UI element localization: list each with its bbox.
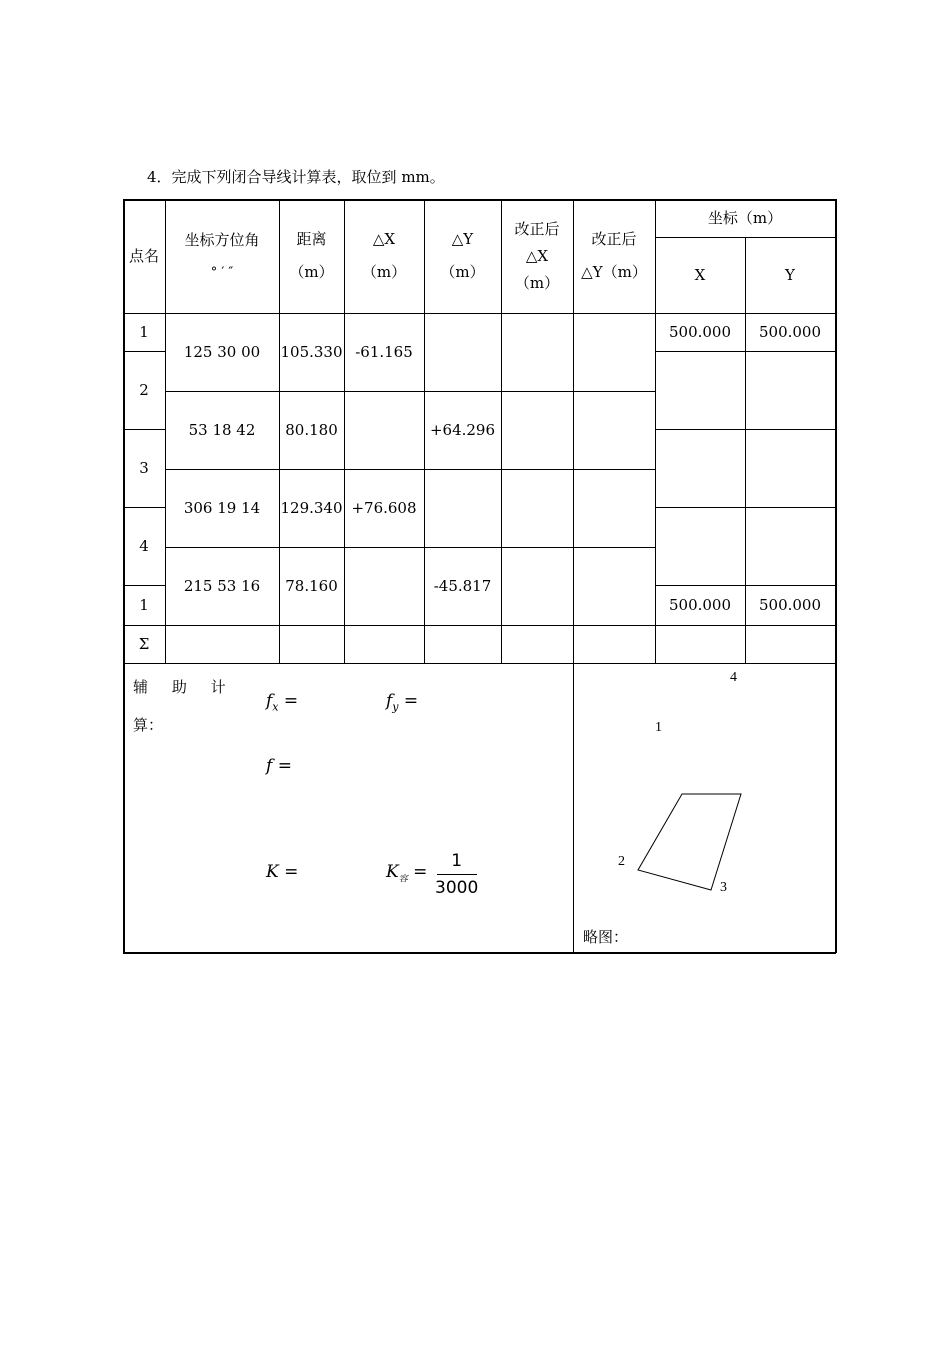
header-distance-label: 距离: [296, 230, 327, 248]
formula-f-symbol: f: [266, 756, 273, 776]
header-azimuth-label: 坐标方位角: [184, 231, 260, 249]
sketch-label-3: 3: [720, 880, 727, 895]
header-x: X: [694, 265, 706, 284]
coord-x-start: 500.000: [668, 322, 732, 341]
header-dy-label: △Y: [451, 230, 474, 248]
point-name-cell: 4: [139, 536, 149, 555]
formula-fy-eq: =: [403, 691, 419, 711]
dx-cell: [344, 391, 424, 469]
table-line: [655, 507, 835, 508]
azimuth-cell: 53 18 42: [188, 420, 256, 439]
sketch-label-4: 4: [730, 670, 737, 685]
header-corrected-dx: [501, 199, 573, 313]
formula-fy-sub: y: [392, 700, 399, 714]
fraction-denominator: 3000: [435, 878, 479, 898]
formula-fraction: [435, 851, 478, 898]
header-corrected-dy-line1: 改正后: [591, 230, 637, 248]
distance-cell: 105.330: [280, 342, 343, 361]
sketch-label-2: 2: [618, 854, 625, 869]
traverse-sketch: [574, 664, 834, 952]
formula-fx-symbol: f: [266, 691, 273, 711]
sketch-label: 略图：: [583, 928, 629, 946]
formula-fx-sub: x: [272, 700, 279, 714]
header-dx: [344, 199, 424, 313]
table-line: [655, 351, 835, 352]
dx-cell: [344, 547, 424, 625]
dx-cell: +76.608: [351, 498, 417, 517]
header-point-name: 点名: [128, 246, 159, 265]
dy-cell: [424, 469, 501, 547]
formula-k-allowed: [386, 862, 427, 884]
formula-fx-eq: =: [283, 691, 299, 711]
table-line: [165, 625, 835, 626]
formula-f: [266, 756, 292, 776]
distance-cell: 78.160: [285, 576, 338, 595]
table-line: [655, 429, 835, 430]
table-line: [835, 199, 837, 953]
header-distance: [279, 199, 344, 313]
header-corrected-dy-line2: △Y（m）: [581, 263, 647, 281]
table-line: [123, 952, 836, 954]
formula-k-allowed-symbol: K: [386, 862, 399, 882]
dy-cell: [424, 313, 501, 391]
azimuth-cell: 306 19 14: [183, 498, 261, 517]
dy-cell: -45.817: [433, 576, 492, 595]
header-distance-unit: （m）: [289, 263, 334, 281]
header-y: Y: [785, 265, 795, 284]
formula-k-symbol: K: [266, 862, 279, 882]
formula-k-allowed-eq: =: [413, 862, 428, 882]
point-name-cell: 2: [139, 380, 149, 399]
distance-cell: 129.340: [280, 498, 343, 517]
header-dy: [424, 199, 501, 313]
dx-cell: -61.165: [355, 342, 413, 361]
fraction-bar: [437, 874, 477, 875]
aux-label-line1: 辅 助 计: [133, 678, 226, 696]
header-dx-unit: （m）: [361, 263, 407, 281]
point-name-cell: 1: [139, 595, 149, 614]
header-corrected-dx-line3: （m）: [514, 273, 560, 292]
header-dy-unit: （m）: [440, 263, 485, 281]
formula-k-eq: =: [284, 862, 299, 882]
formula-fy: [386, 691, 418, 713]
fraction-numerator: 1: [451, 851, 463, 871]
formula-k-allowed-sub: 容: [398, 874, 408, 885]
dy-cell: +64.296: [429, 420, 496, 439]
azimuth-cell: 215 53 16: [183, 576, 261, 595]
formula-fx: [266, 691, 298, 713]
formula-k: [266, 862, 298, 882]
coord-y-start: 500.000: [758, 322, 822, 341]
formula-f-eq: =: [277, 756, 292, 776]
aux-label-line2: 算：: [133, 716, 164, 734]
distance-cell: 80.180: [285, 420, 338, 439]
header-corrected-dx-line1: 改正后: [514, 219, 560, 238]
question-text: 4．完成下列闭合导线计算表，取位到 mm。: [147, 168, 445, 186]
point-name-cell: 1: [139, 322, 149, 341]
header-azimuth: [165, 199, 279, 313]
header-coords: 坐标（m）: [707, 208, 783, 227]
sketch-polygon: [638, 794, 741, 890]
coord-y-end: 500.000: [758, 595, 822, 614]
header-azimuth-units: ° ′ ″: [210, 265, 234, 280]
header-corrected-dx-line2: △X: [525, 246, 549, 265]
formula-fy-symbol: f: [386, 691, 393, 711]
header-dx-label: △X: [372, 230, 396, 248]
sketch-label-1: 1: [655, 720, 662, 735]
azimuth-cell: 125 30 00: [183, 342, 261, 361]
coord-x-end: 500.000: [668, 595, 732, 614]
point-name-cell: 3: [139, 458, 149, 477]
sum-label: Σ: [138, 634, 150, 653]
header-corrected-dy: [573, 199, 655, 313]
